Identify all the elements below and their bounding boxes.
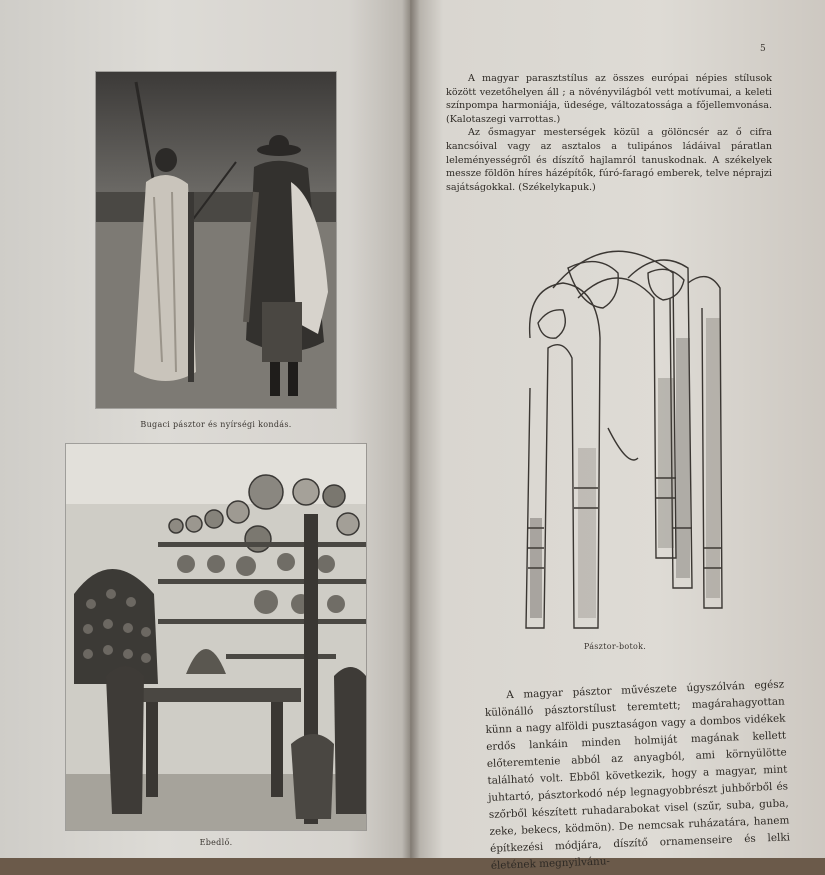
paragraph-2: Az ősmagyar mesterségek közül a gölöncsér az ő cifra kancsóival vagy az asztalos a tulipános ládáival páratlan leleményességről és díszítő hajlamról tanuskodnak. A székelyek messze földön híres házépítők, fúró-faragó emberek, telve néprajzi sajátságokkal. (Székelykapuk.) bbox=[446, 127, 772, 193]
photo-shepherds bbox=[96, 72, 336, 408]
photo-dining-room bbox=[66, 444, 366, 830]
paragraph-3: A magyar pásztor művészete úgyszólván egész különálló pásztorstílust teremtett; magárahagyottan künn a nagy alföldi pusztaságon vagy a dombos vidékek erdős lankáin minden holmiját magának kellett előteremtenie abból az anyagból, ami környülötte található volt. Ebből következik, hogy a magyar, mint juhtartó, pásztorkodó nép legnagyobbrészt juhbőrből és szőrből készített ruhadarabokat visel (szűr, suba, guba, zeke, bekecs, ködmön). De nemcsak ruházatára, hanem építkezési módjára, díszítő ornamenseire és lelki életének megnyilvánu- bbox=[484, 678, 791, 872]
page-number: 5 bbox=[760, 44, 766, 54]
illustration-shepherd-staffs bbox=[508, 228, 734, 634]
paragraph-1: A magyar parasztstílus az összes európai népies stílusok között vezetőhelyen áll ; a növényvilágból vett motívumai, a keleti színpompa harmoniája, üdesége, változatossága a főjellemvonása. (Kalotaszegi varrottas.) bbox=[446, 73, 772, 125]
illustration-caption: Pásztor-botok. bbox=[583, 642, 647, 651]
photo-dining-room-caption: Ebedlő. bbox=[199, 838, 233, 847]
lower-text bbox=[484, 676, 791, 874]
left-page bbox=[0, 0, 410, 858]
upper-text bbox=[446, 72, 772, 194]
book-gutter bbox=[402, 0, 420, 858]
photo-shepherds-caption: Bugaci pásztor és nyírségi kondás. bbox=[140, 420, 292, 429]
